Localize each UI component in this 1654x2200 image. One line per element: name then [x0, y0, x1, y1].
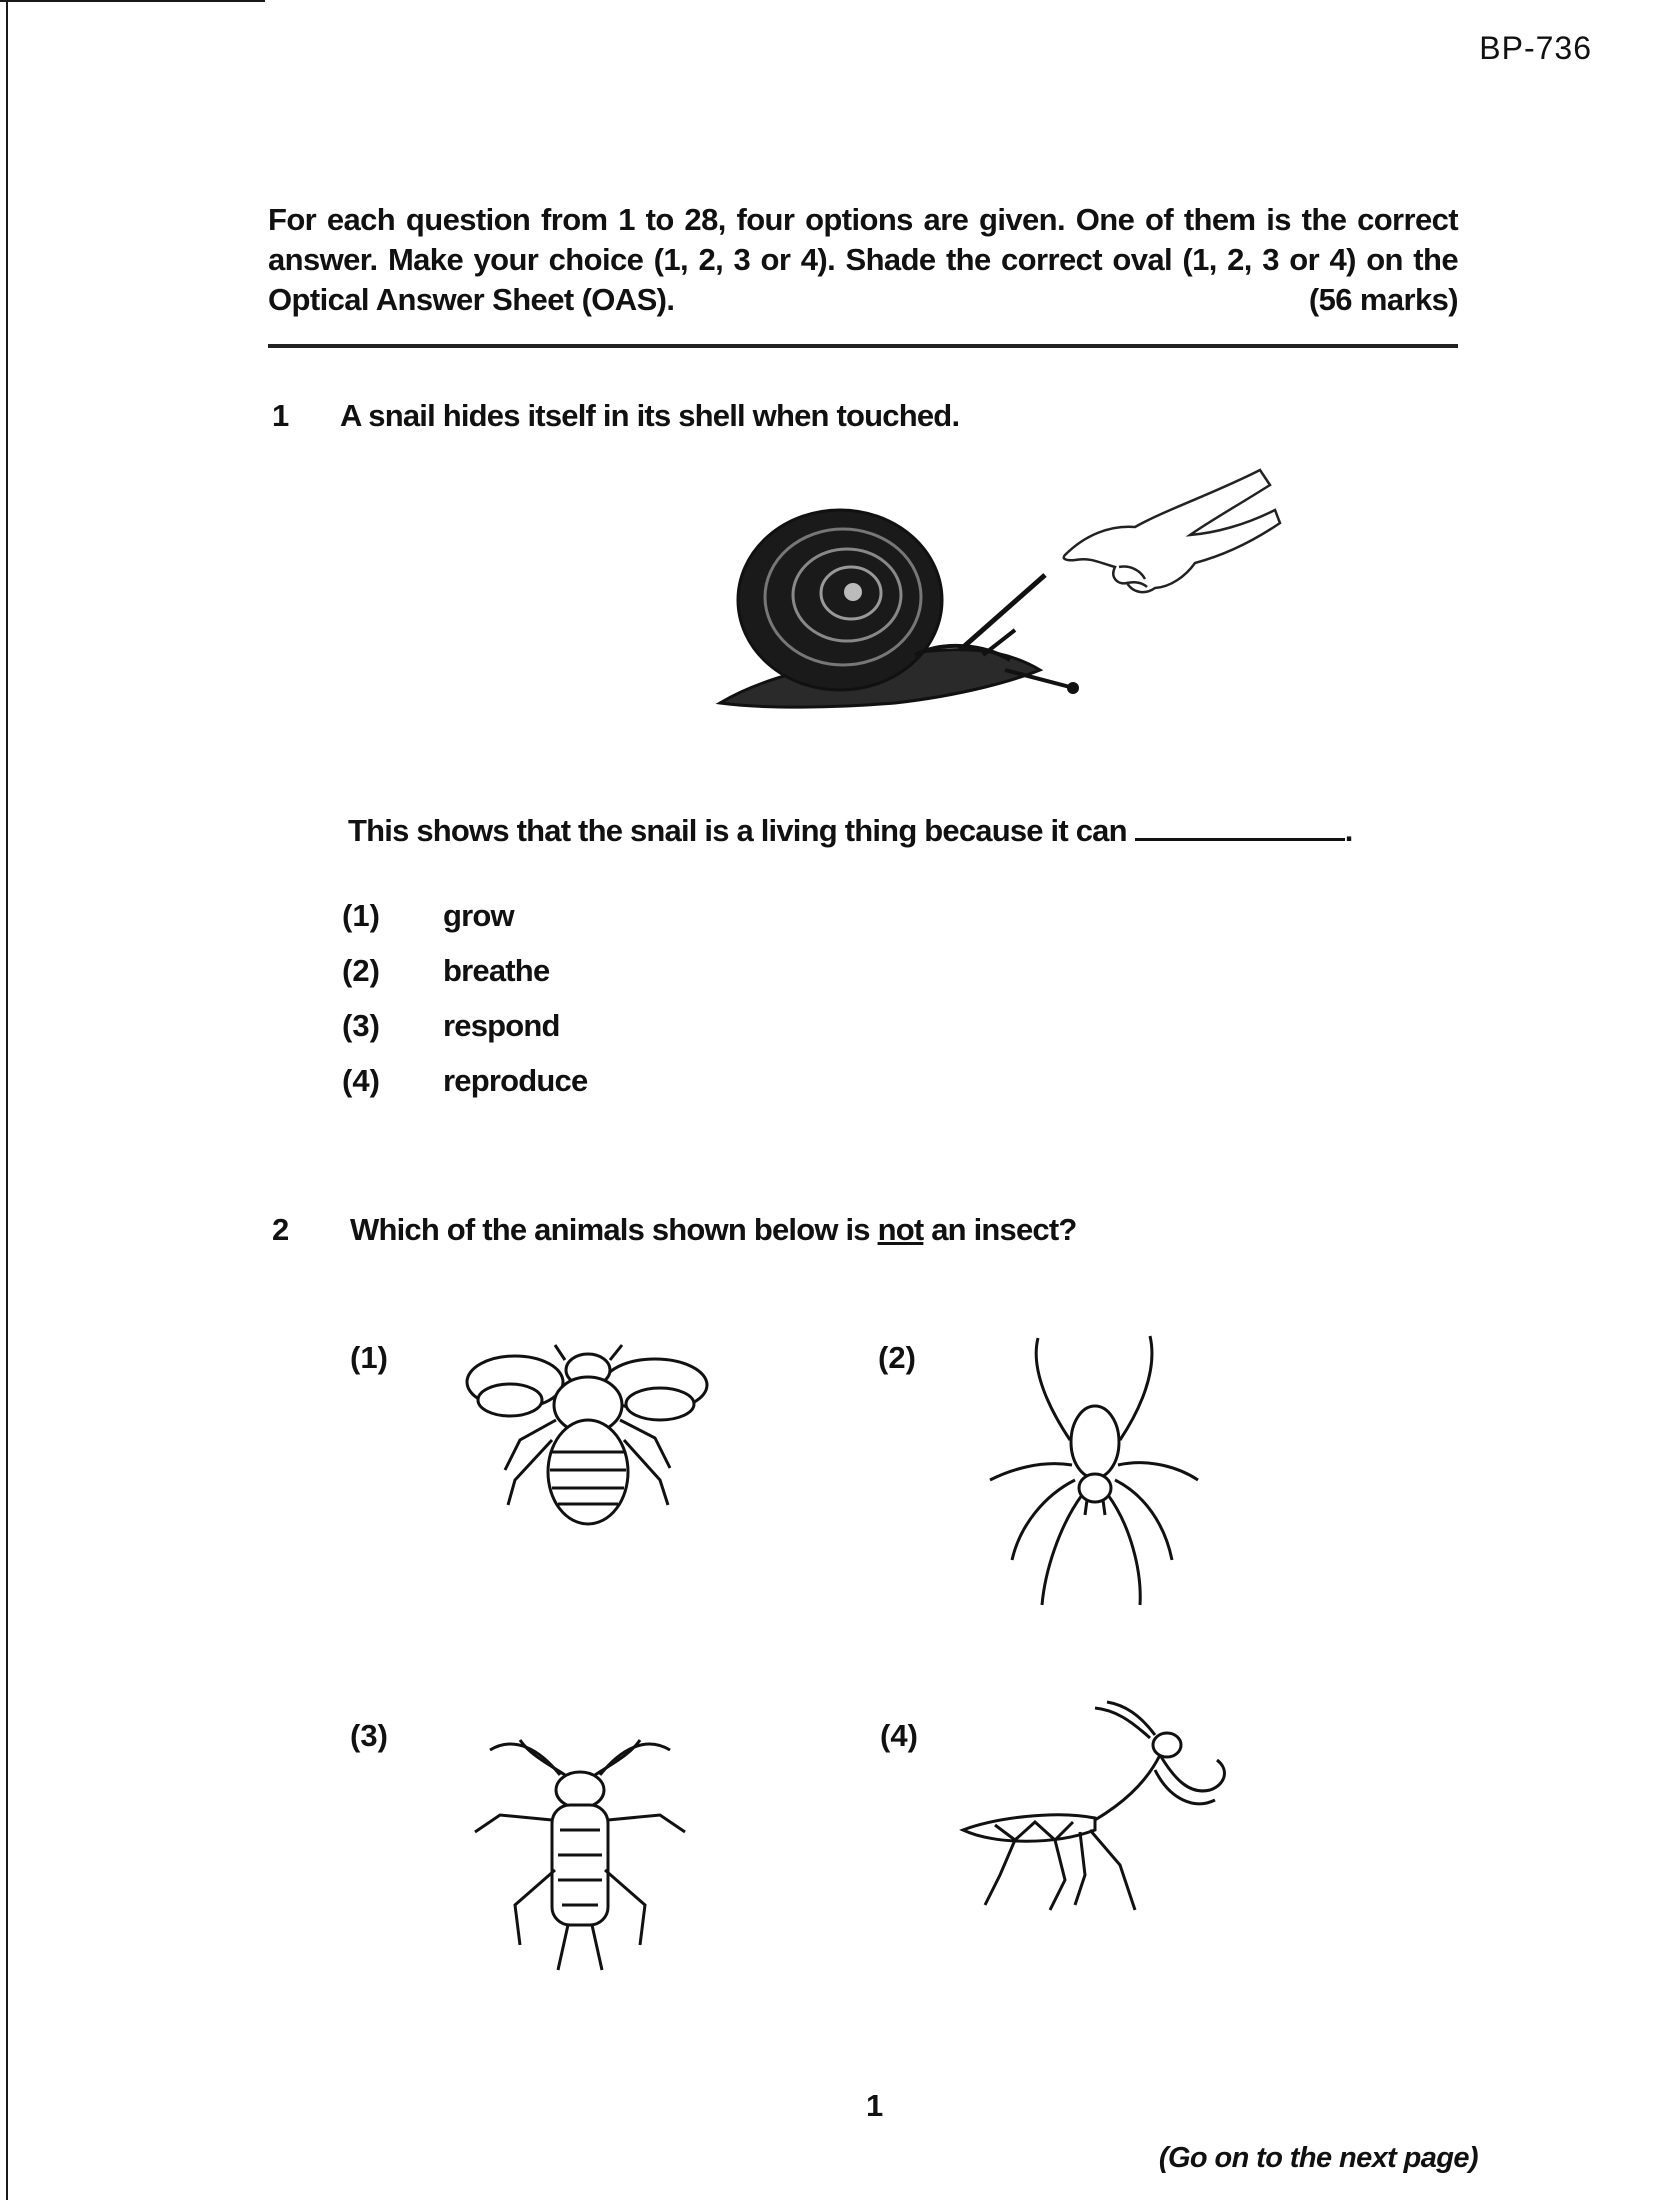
q1-option-3-text: respond [443, 1008, 560, 1043]
left-margin-rule [6, 0, 8, 2200]
q1-option-4-text: reproduce [443, 1063, 588, 1098]
question-2-prompt-before: Which of the animals shown below is [350, 1212, 870, 1247]
q2-option-3-number: (3) [350, 1718, 388, 1753]
page-number: 1 [866, 2088, 884, 2123]
instructions-line-2: answer. Make your choice (1, 2, 3 or 4). Shade the correct oval (1, 2, 3 or 4) on the [268, 242, 1458, 277]
section-divider [268, 344, 1458, 348]
question-2-emphasis: not [877, 1212, 924, 1247]
instructions-line-3 [268, 280, 1458, 320]
bee-icon [460, 1340, 720, 1530]
question-1-number: 1 [272, 398, 289, 433]
question-1-stem-text: This shows that the snail is a living thing because it can [348, 813, 1127, 848]
paper-code: BP-736 [1479, 30, 1592, 66]
q1-option-4-number: (4) [342, 1063, 380, 1098]
question-1-prompt: A snail hides itself in its shell when touched. [340, 398, 960, 433]
question-1-stem-end: . [1344, 813, 1353, 848]
q1-option-2-number: (2) [342, 953, 380, 988]
praying-mantis-icon [955, 1700, 1245, 1920]
q1-option-1-text: grow [443, 898, 514, 933]
q1-option-2-text: breathe [443, 953, 550, 988]
instructions-line-1: For each question from 1 to 28, four options are given. One of them is the correct [268, 202, 1458, 237]
q2-option-1-number: (1) [350, 1340, 388, 1375]
question-1-stem [348, 810, 1353, 849]
question-2-prompt-after: an insect? [931, 1212, 1077, 1247]
top-edge-rule [0, 0, 265, 2]
marks-label: (56 marks) [1308, 282, 1458, 317]
answer-blank [1135, 810, 1345, 841]
question-2-prompt [350, 1212, 1077, 1248]
q2-option-2-number: (2) [878, 1340, 916, 1375]
snail-icon [720, 510, 1079, 707]
question-2-number: 2 [272, 1212, 289, 1247]
q2-option-4-number: (4) [880, 1718, 918, 1753]
snail-hand-illustration [715, 455, 1285, 715]
instructions-line-3-text: Optical Answer Sheet (OAS). [268, 282, 675, 317]
spider-icon [990, 1330, 1200, 1610]
instructions [268, 200, 1458, 320]
continue-note: (Go on to the next page) [1158, 2142, 1478, 2174]
hand-icon [1064, 470, 1280, 592]
q1-option-1-number: (1) [342, 898, 380, 933]
q1-option-3-number: (3) [342, 1008, 380, 1043]
cricket-icon [460, 1720, 700, 1990]
